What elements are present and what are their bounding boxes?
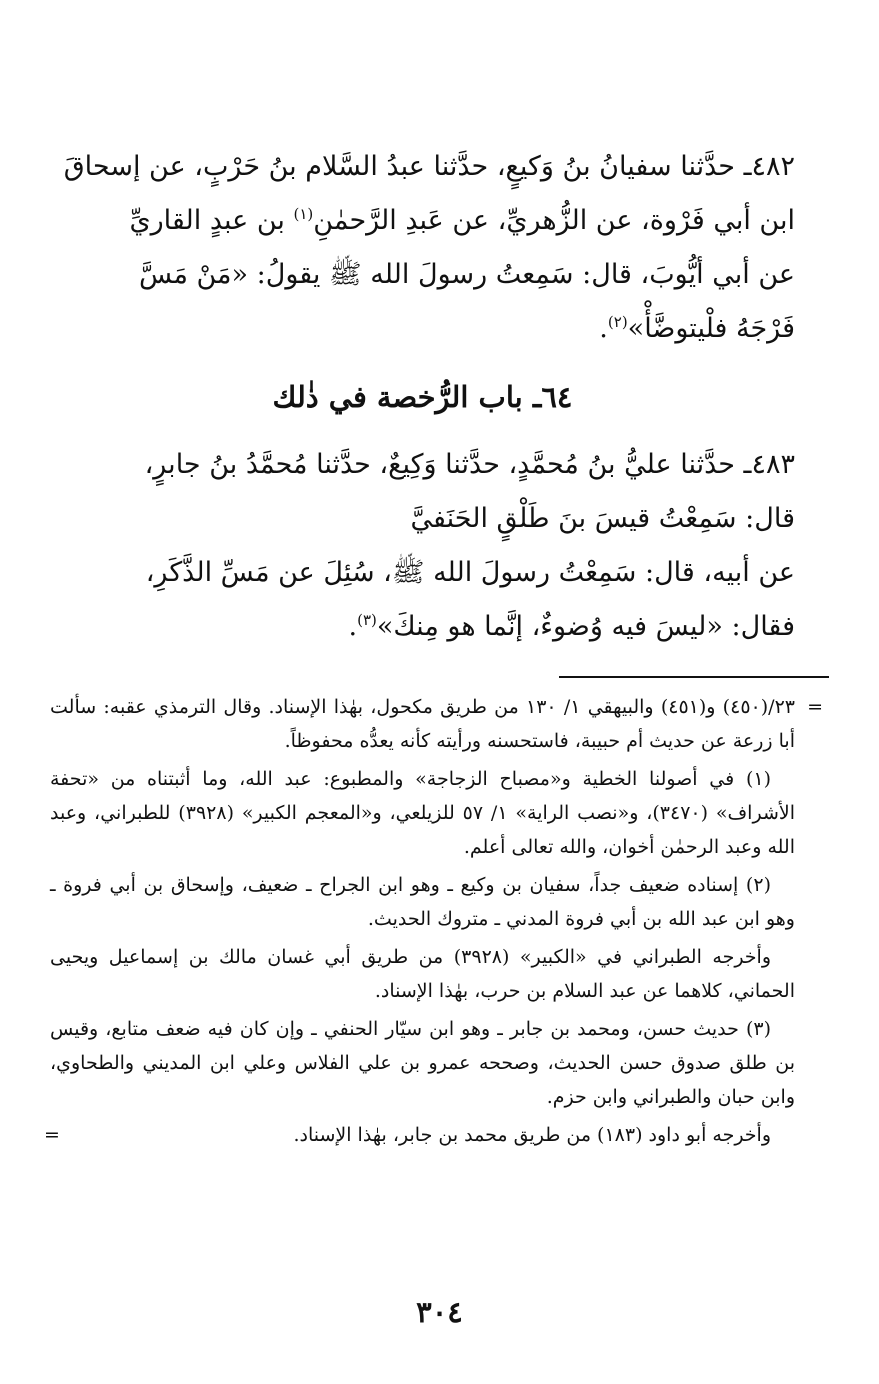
footnote-2: (٢) إسناده ضعيف جداً، سفيان بن وكيع ـ وهو ابن الجراح ـ ضعيف، وإسحاق بن أبي فروة ـ وهو ابن عبد الله بن أبي فروة المدني ـ متروك الحديث. [50,874,795,930]
hadith-482-line-4a: فَرْجَهُ فلْيتوضَّأْ» [627,313,795,344]
hadith-482-line-2a: ابن أبي فَرْوة، عن الزُّهريِّ، عن عَبدِ الرَّحمٰنِ [313,205,795,236]
hadith-482-line-4b: . [599,313,608,344]
next-page-marker: = [44,1124,60,1146]
hadith-483-line-4b: . [348,611,358,642]
footnote-1: (١) في أصولنا الخطية و«مصباح الزجاجة» والمطبوع: عبد الله، وما أثبتناه من «تحفة الأشراف» (٣٤٧٠)، و«نصب الراية» ١/ ٥٧ للزيلعي، و«المعجم الكبير» (٣٩٢٨) للطبراني، وعبد الله وعبد الرحمٰن أخوان، والله تعالى أعلم. [50,768,795,858]
footnote-3: (٣) حديث حسن، ومحمد بن جابر ـ وهو ابن سيّار الحنفي ـ وإن كان فيه ضعف متابع، وقيس بن طلق صدوق حسن الحديث، وصححه عمرو بن علي الفلاس وعلي ابن المديني والطحاوي، وابن حبان والطبراني وابن حزم. [50,1018,795,1108]
hadith-483-line-3: عن أبيه، قال: سَمِعْتُ رسولَ الله ﷺ، سُئِلَ عن مَسِّ الذَّكَرِ، [145,557,795,588]
footnote-ref-2: (٢) [607,313,628,331]
hadith-483-line-1: ٤٨٣ـ حدَّثنا عليُّ بنُ مُحمَّدٍ، حدَّثنا وَكِيعٌ، حدَّثنا مُحمَّدُ بنُ جابرٍ، [144,449,795,480]
footnote-2-extra: وأخرجه الطبراني في «الكبير» (٣٩٢٨) من طريق أبي غسان مالك بن إسماعيل ويحيى الحماني، كلاهما عن عبد السلام بن حرب، بهٰذا الإسناد. [50,946,795,1002]
chapter-heading: ٦٤ـ باب الرُّخصة في ذٰلك [272,380,573,414]
hadith-482-line-1: ٤٨٢ـ حدَّثنا سفيانُ بنُ وَكيعٍ، حدَّثنا عبدُ السَّلام بنُ حَرْبٍ، عن إسحاقَ [63,151,795,182]
main-text [50,140,795,668]
hadith-482-line-2b: بن عبدٍ القاريِّ [129,205,294,236]
hadith-483-line-4a: فقال: «ليسَ فيه وُضوءٌ، إنَّما هو مِنكَ» [376,611,795,642]
continuation-marker: = [807,696,823,718]
footnote-3-extra: وأخرجه أبو داود (١٨٣) من طريق محمد بن جابر، بهٰذا الإسناد. [293,1124,771,1146]
footnote-continuation: ٢٣/(٤٥٠) و(٤٥١) والبيهقي ١/ ١٣٠ من طريق مكحول، بهٰذا الإسناد. وقال الترمذي عقبه: سألت أبا زرعة عن حديث أم حبيبة، فاستحسنه ورأيته كأنه يعدُّه محفوظاً. [50,696,795,752]
hadith-483-line-2: قال: سَمِعْتُ قيسَ بنَ طَلْقٍ الحَنَفيَّ [410,503,795,534]
footnote-separator [559,676,829,678]
hadith-483 [50,438,795,654]
page-number: ٣٠٤ [416,1295,463,1329]
hadith-482-line-3: عن أبي أيُّوبَ، قال: سَمِعتُ رسولَ الله ﷺ يقولُ: «مَنْ مَسَّ [139,259,795,290]
hadith-482 [50,140,795,356]
footnote-ref-3: (٣) [357,611,377,629]
footnote-ref-1: (١) [293,205,314,223]
footnotes [44,690,823,1156]
